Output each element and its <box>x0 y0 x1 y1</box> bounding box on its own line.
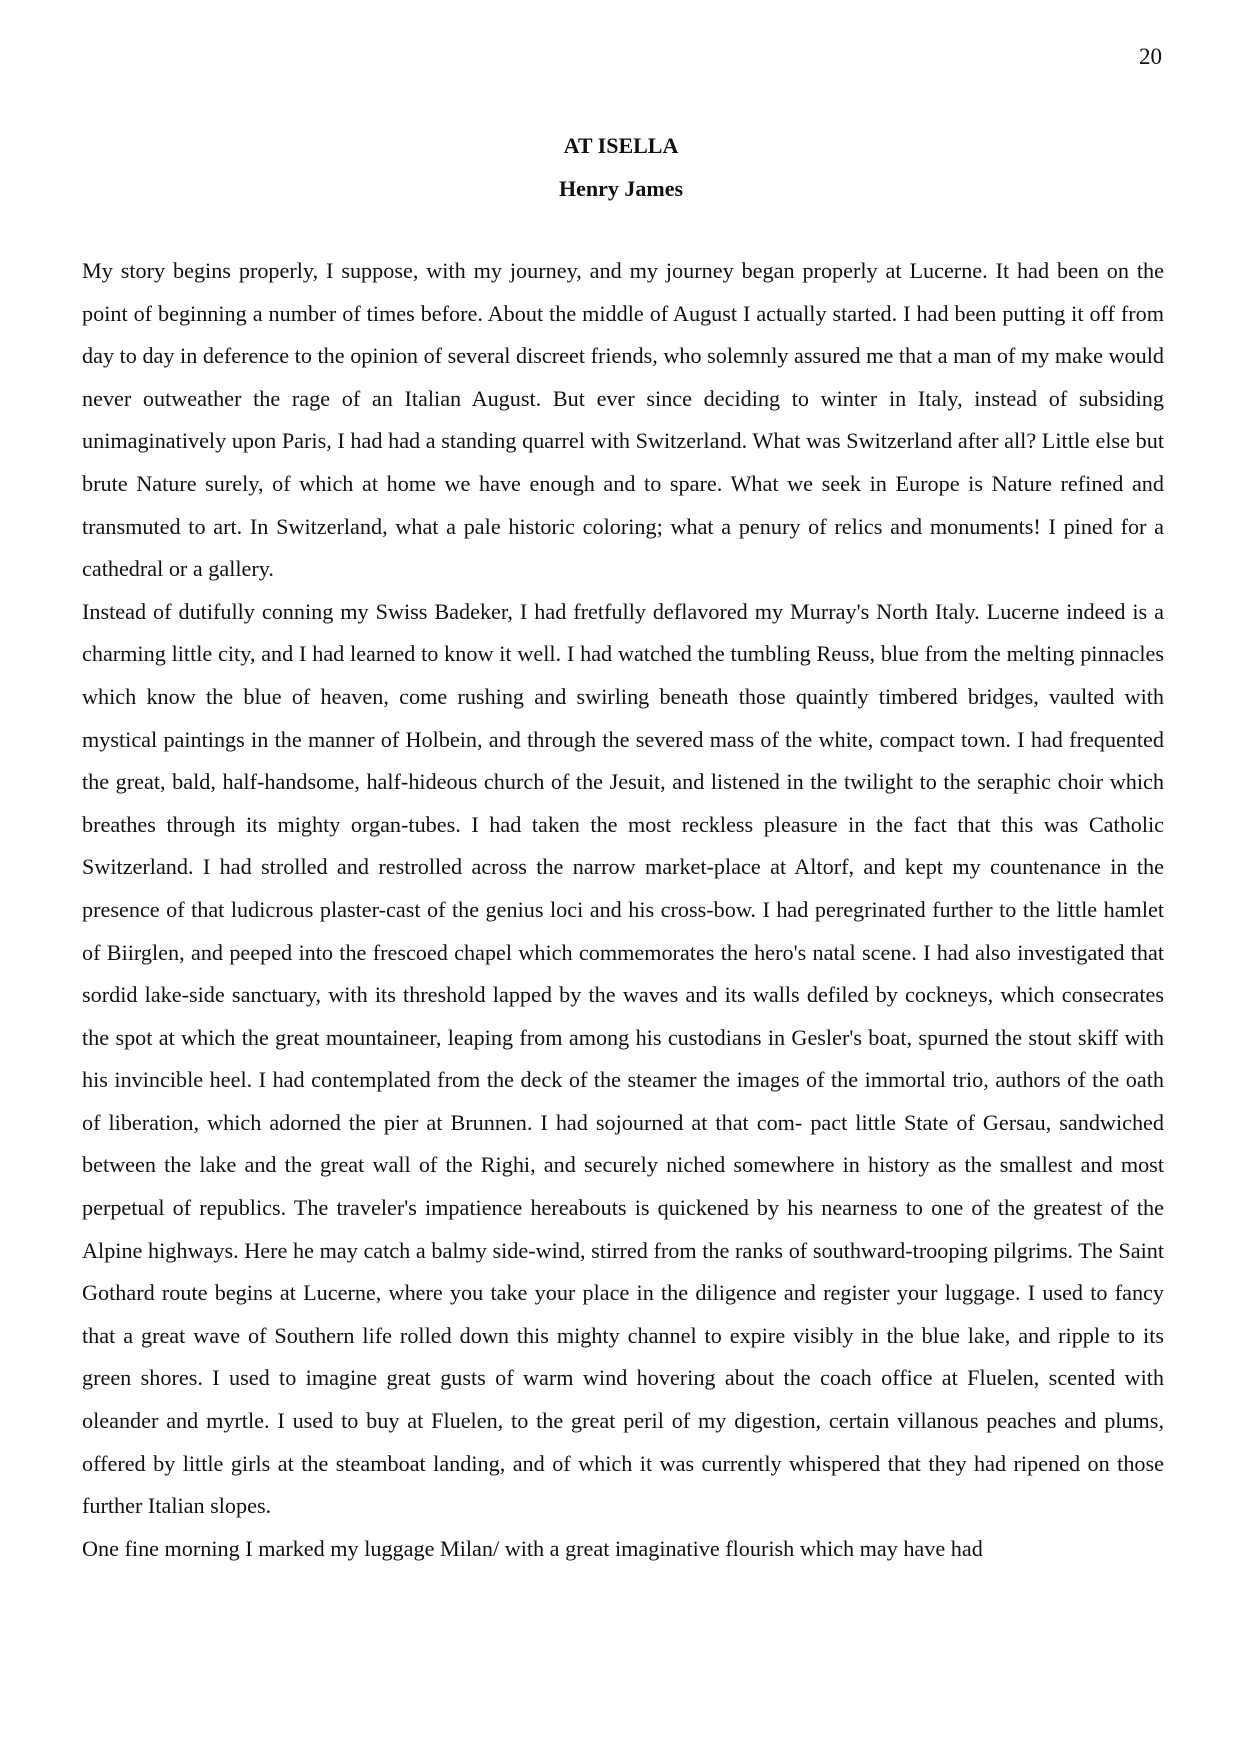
paragraph-1: My story begins properly, I suppose, with my journey, and my journey began properly at Lucerne. It had been on the point of beginning a number of times before. About the middle of August I actually started. I had been putting it off from day to day in deference to the opinion of several discreet friends, who solemnly assured me that a man of my make would never outweather the rage of an Italian August. But ever since deciding to winter in Italy, instead of subsiding unimaginatively upon Paris, I had had a standing quarrel with Switzerland. What was Switzerland after all? Little else but brute Nature surely, of which at home we have enough and to spare. What we seek in Europe is Nature refined and transmuted to art. In Switzerland, what a pale historic coloring; what a penury of relics and monuments! I pined for a cathedral or a gallery. <box>82 258 1164 582</box>
body-text <box>82 250 1164 1570</box>
document-author: Henry James <box>558 176 684 201</box>
document-title: AT ISELLA <box>563 133 679 158</box>
paragraph-2: Instead of dutifully conning my Swiss Badeker, I had fretfully deflavored my Murray's North Italy. Lucerne indeed is a charming little city, and I had learned to know it well. I had watched the tumbling Reuss, blue from the melting pinnacles which know the blue of heaven, come rushing and swirling beneath those quaintly timbered bridges, vaulted with mystical paintings in the manner of Holbein, and through the severed mass of the white, compact town. I had frequented the great, bald, half-handsome, half-hideous church of the Jesuit, and listened in the twilight to the seraphic choir which breathes through its mighty organ-tubes. I had taken the most reckless pleasure in the fact that this was Catholic Switzerland. I had strolled and restrolled across the narrow market-place at Altorf, and kept my countenance in the presence of that ludicrous plaster-cast of the genius loci and his cross-bow. I had peregrinated further to the little hamlet of Biirglen, and peeped into the frescoed chapel which commemorates the hero's natal scene. I had also investigated that sordid lake-side sanctuary, with its threshold lapped by the waves and its walls defiled by cockneys, which consecrates the spot at which the great mountaineer, leaping from among his custodians in Gesler's boat, spurned the stout skiff with his invincible heel. I had contemplated from the deck of the steamer the images of the immortal trio, authors of the oath of liberation, which adorned the pier at Brunnen. I had sojourned at that com- pact little State of Gersau, sandwiched between the lake and the great wall of the Righi, and securely niched somewhere in history as the smallest and most perpetual of republics. The traveler's impatience hereabouts is quickened by his nearness to one of the greatest of the Alpine highways. Here he may catch a balmy side-wind, stirred from the ranks of southward-trooping pilgrims. The Saint Gothard route begins at Lucerne, where you take your place in the diligence and register your luggage. I used to fancy that a great wave of Southern life rolled down this mighty channel to expire visibly in the blue lake, and ripple to its green shores. I used to imagine great gusts of warm wind hovering about the coach office at Fluelen, scented with oleander and myrtle. I used to buy at Fluelen, to the great peril of my digestion, certain villanous peaches and plums, offered by little girls at the steamboat landing, and of which it was currently whispered that they had ripened on those further Italian slopes. <box>82 598 1164 1519</box>
title-block <box>0 124 1242 210</box>
paragraph-3: One fine morning I marked my luggage Milan/ with a great imaginative flourish which may have had <box>82 1535 983 1561</box>
page-number: 20 <box>1139 44 1162 69</box>
